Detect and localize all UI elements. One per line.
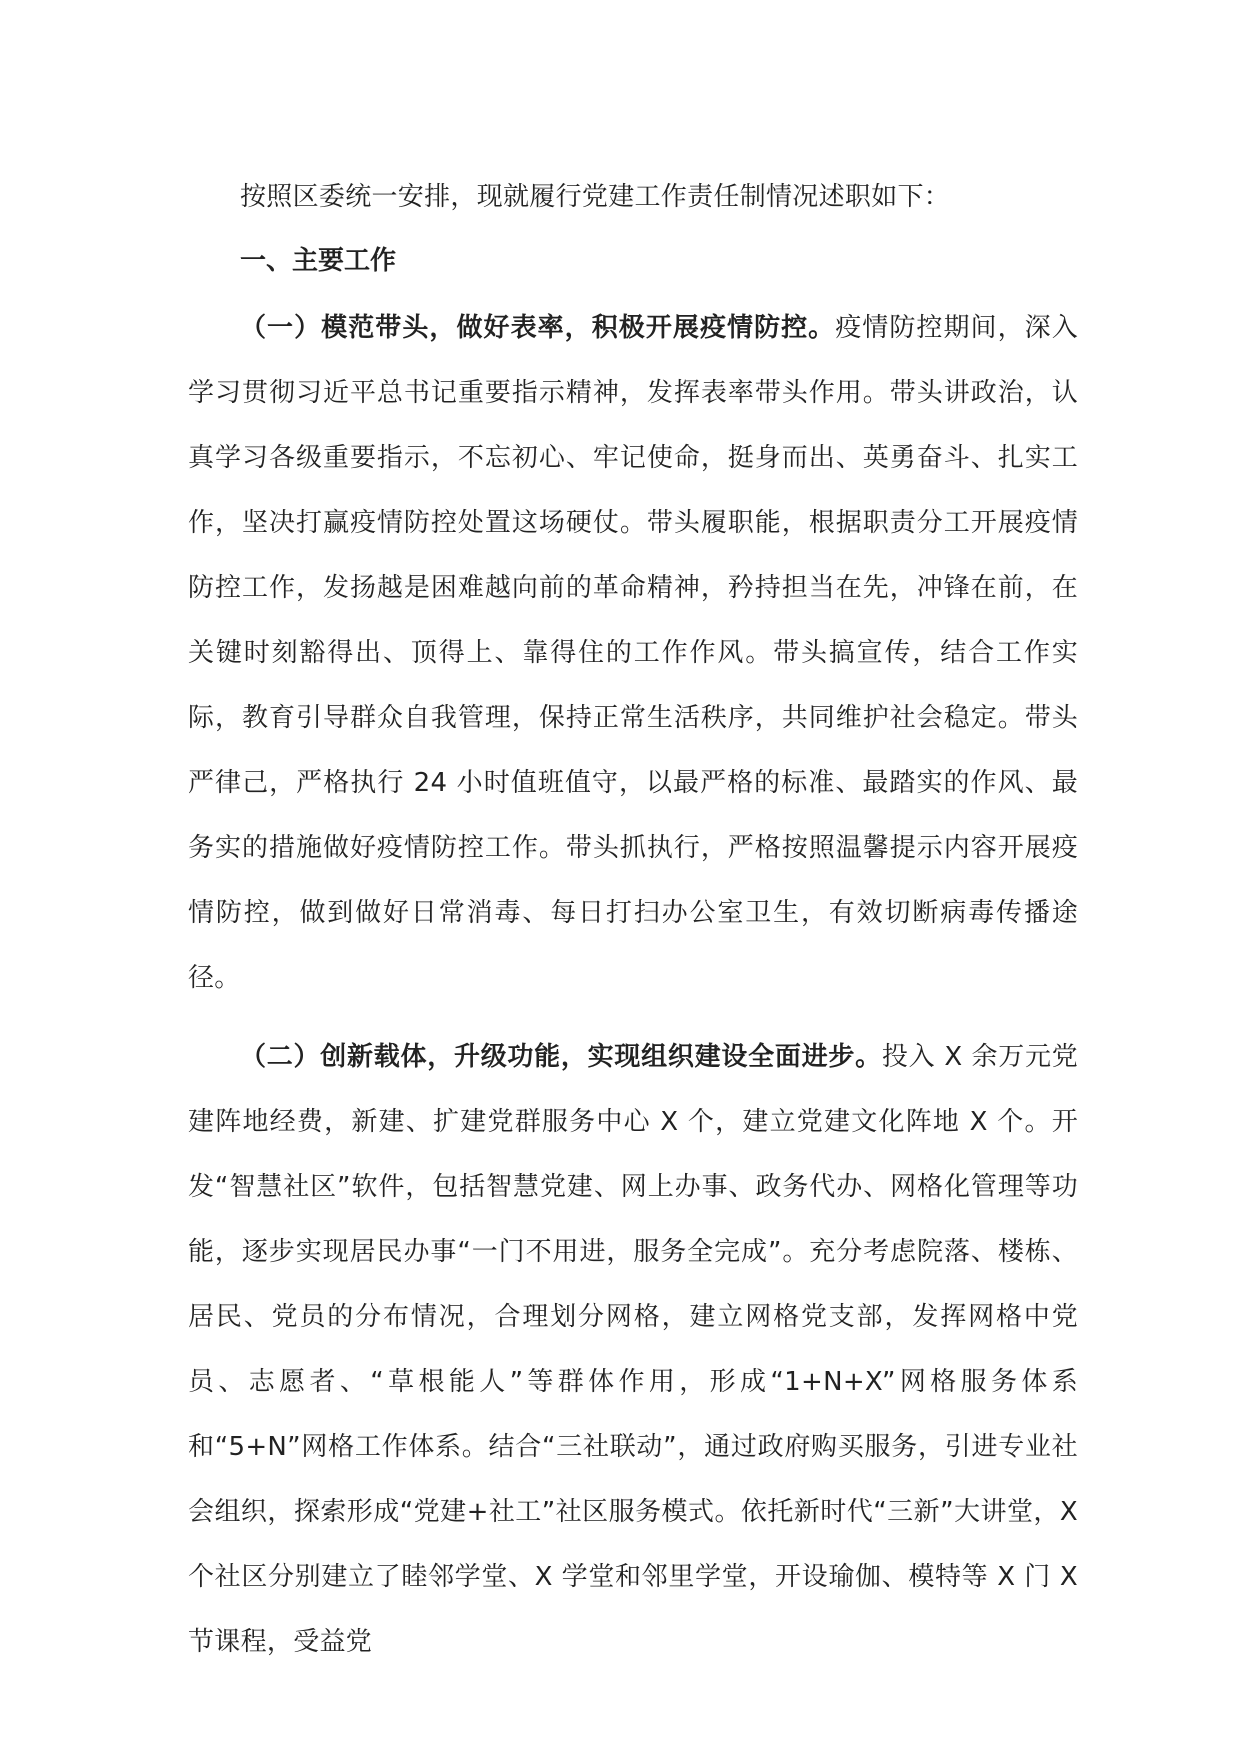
paragraph-2-body: 投入 X 余万元党建阵地经费，新建、扩建党群服务中心 X 个，建立党建文化阵地 X 个。开发“智慧社区”软件，包括智慧党建、网上办事、政务代办、网格化管理等功能，逐步实现居民办事“一门不用进，服务全完成”。充分考虑院落、楼栋、居民、党员的分布情况，合理划分网格，建立网格党支部，发挥网格中党员、志愿者、“草根能人”等群体作用，形成“1+N+X”网格服务体系和“5+N”网格工作体系。结合“三社联动”，通过政府购买服务，引进专业社会组织，探索形成“党建+社工”社区服务模式。依托新时代“三新”大讲堂，X 个社区分别建立了睦邻学堂、X 学堂和邻里学堂，开设瑜伽、模特等 X 门 X 节课程，受益党 bbox=[188, 1042, 1079, 1657]
document-body bbox=[188, 172, 1078, 1675]
paragraph-1 bbox=[188, 296, 1078, 1011]
paragraph-1-lead: （一）模范带头，做好表率，积极开展疫情防控。 bbox=[240, 313, 836, 343]
paragraph-2-lead: （二）创新载体，升级功能，实现组织建设全面进步。 bbox=[240, 1042, 882, 1072]
intro-paragraph: 按照区委统一安排，现就履行党建工作责任制情况述职如下： bbox=[240, 182, 951, 212]
paragraph-1-body: 疫情防控期间，深入学习贯彻习近平总书记重要指示精神，发挥表率带头作用。带头讲政治，认真学习各级重要指示，不忘初心、牢记使命，挺身而出、英勇奋斗、扎实工作，坚决打赢疫情防控处置这场硬仗。带头履职能，根据职责分工开展疫情防控工作，发扬越是困难越向前的革命精神，矜持担当在先，冲锋在前，在关键时刻豁得出、顶得上、靠得住的工作作风。带头搞宣传，结合工作实际，教育引导群众自我管理，保持正常生活秩序，共同维护社会稳定。带头严律己，严格执行 24 小时值班值守，以最严格的标准、最踏实的作风、最务实的措施做好疫情防控工作。带头抓执行，严格按照温馨提示内容开展疫情防控，做到做好日常消毒、每日打扫办公室卫生，有效切断病毒传播途径。 bbox=[188, 313, 1079, 993]
section-heading: 一、主要工作 bbox=[240, 246, 397, 276]
paragraph-2 bbox=[188, 1025, 1078, 1675]
